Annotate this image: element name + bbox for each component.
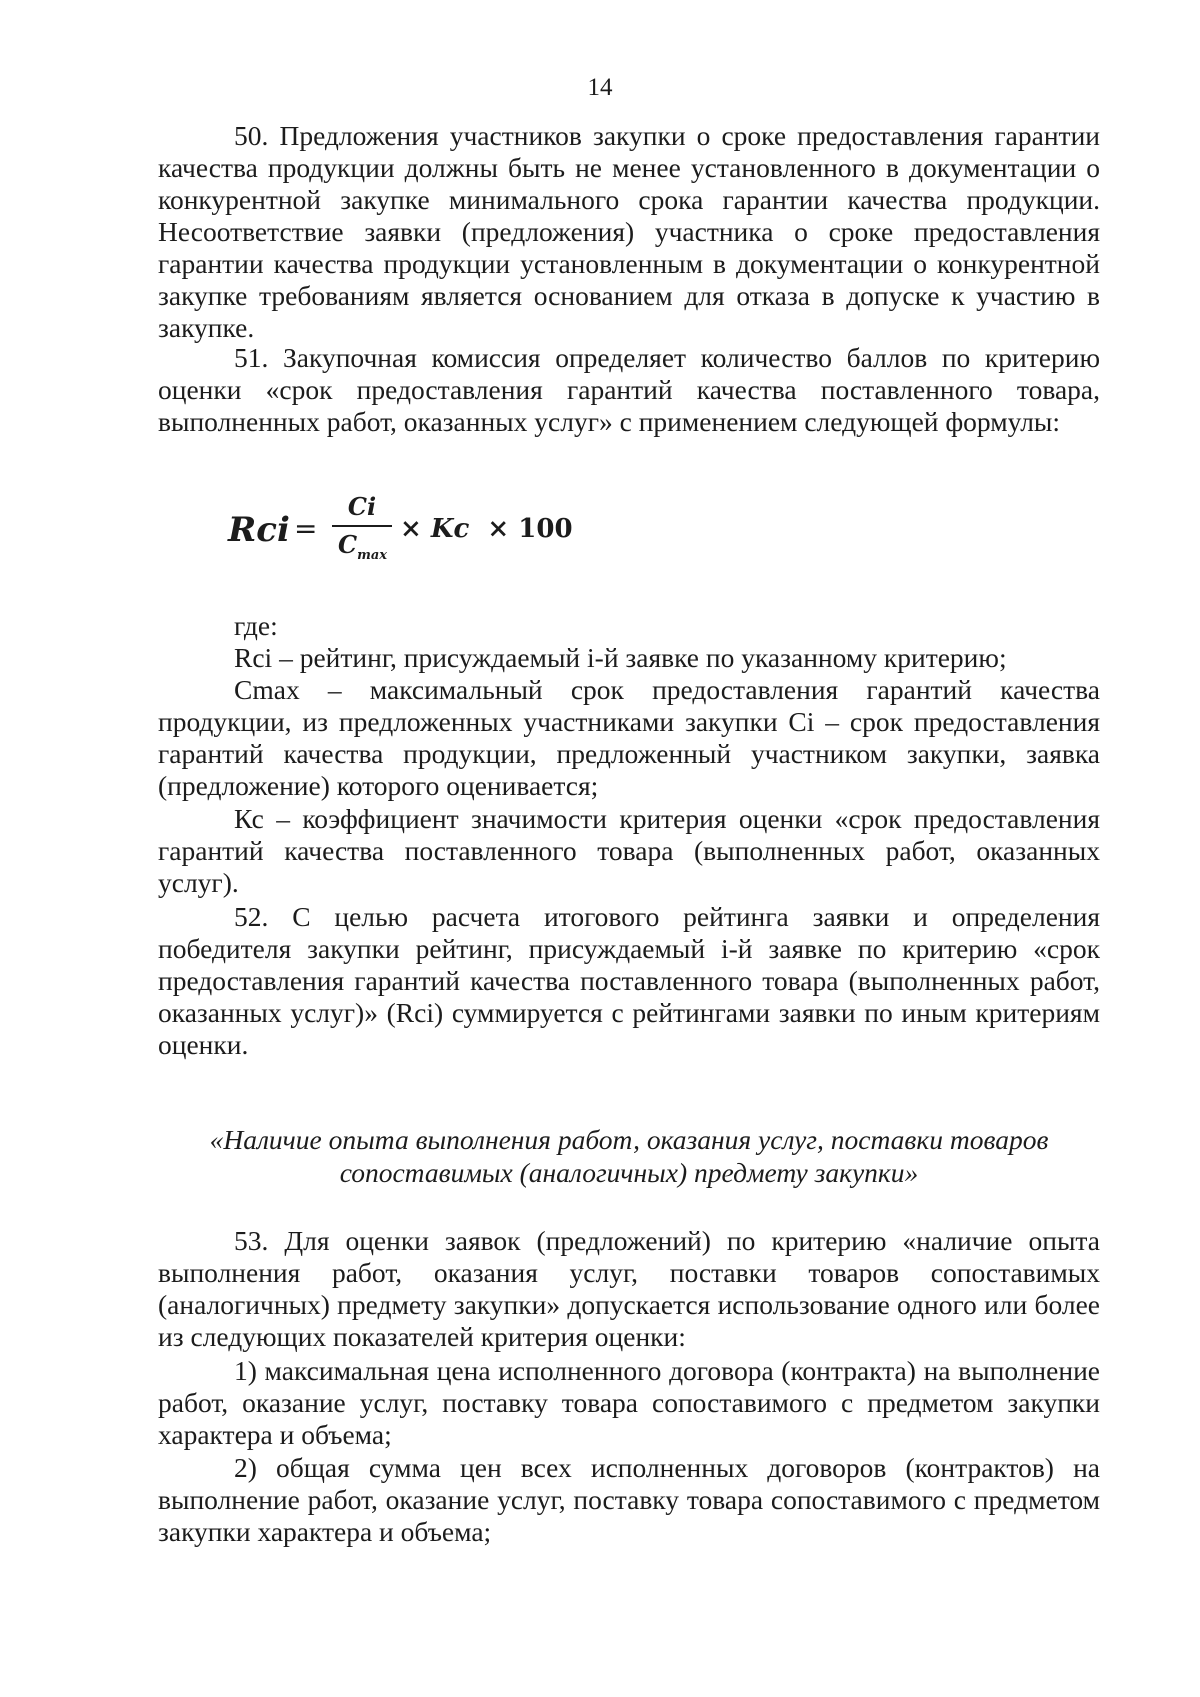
denominator-base: C [338, 530, 358, 559]
list-item-1: 1) максимальная цена исполненного договора (контракта) на выполнение работ, оказание услуг, поставку товара сопоставимого с предметом закупки характера и объема; [158, 1355, 1100, 1450]
section-heading [158, 1123, 1100, 1189]
formula-lhs: Rci [228, 510, 290, 550]
list-item-2: 2) общая сумма цен всех исполненных договоров (контрактов) на выполнение работ, оказание услуг, поставку товара сопоставимого с предметом закупки характера и объема; [158, 1452, 1100, 1547]
section-heading-line-1: «Наличие опыта выполнения работ, оказания услуг, поставки товаров [209, 1124, 1049, 1155]
fraction-bar [332, 525, 392, 527]
section-heading-line-2: сопоставимых (аналогичных) предмету закупки» [339, 1157, 919, 1188]
formula-multipliers [400, 514, 573, 544]
times-sign-2: × [487, 514, 510, 544]
paragraph-53: 53. Для оценки заявок (предложений) по критерию «наличие опыта выполнения работ, оказания услуг, поставки товаров сопоставимых (аналогичных) предмету закупки» допускается использование одного или более из следующих показателей критерия оценки: [158, 1225, 1100, 1352]
definition-kc: Кс – коэффициент значимости критерия оценки «срок предоставления гарантий качества поставленного товара (выполненных работ, оказанных услуг). [158, 803, 1100, 898]
formula-denominator [338, 530, 398, 563]
formula-hundred: 100 [518, 514, 573, 544]
denominator-subscript: max [357, 547, 388, 563]
formula-equals: = [294, 512, 318, 545]
definition-cmax: Cmax – максимальный срок предоставления гарантий качества продукции, из предложенных участниками закупки Ci – срок предоставления гарантий качества продукции, предложенный участником закупки, заявка (предложение) которого оценивается; [158, 674, 1100, 801]
times-sign-1: × [400, 514, 422, 544]
where-label: где: [234, 610, 278, 641]
page-number: 14 [587, 74, 613, 101]
formula-kc: Kc [430, 514, 470, 544]
formula-numerator: Ci [347, 492, 377, 521]
definition-rci: Rci – рейтинг, присуждаемый i-й заявке по указанному критерию; [234, 642, 1007, 673]
paragraph-52: 52. С целью расчета итогового рейтинга заявки и определения победителя закупки рейтинг, присуждаемый i-й заявке по критерию «срок предоставления гарантий качества поставленного товара (выполненных работ, оказанных услуг)» (Rci) суммируется с рейтингами заявки по иным критериям оценки. [158, 901, 1100, 1060]
paragraph-51: 51. Закупочная комиссия определяет количество баллов по критерию оценки «срок предоставления гарантий качества поставленного товара, выполненных работ, оказанных услуг» с применением следующей формулы: [158, 342, 1100, 437]
paragraph-50: 50. Предложения участников закупки о сроке предоставления гарантии качества продукции должны быть не менее установленного в документации о конкурентной закупке минимального срока гарантии качества продукции. Несоответствие заявки (предложения) участника о сроке предоставления гарантии качества продукции установленным в документации о конкурентной закупке требованиям является основанием для отказа в допуске к участию в закупке. [158, 120, 1100, 343]
